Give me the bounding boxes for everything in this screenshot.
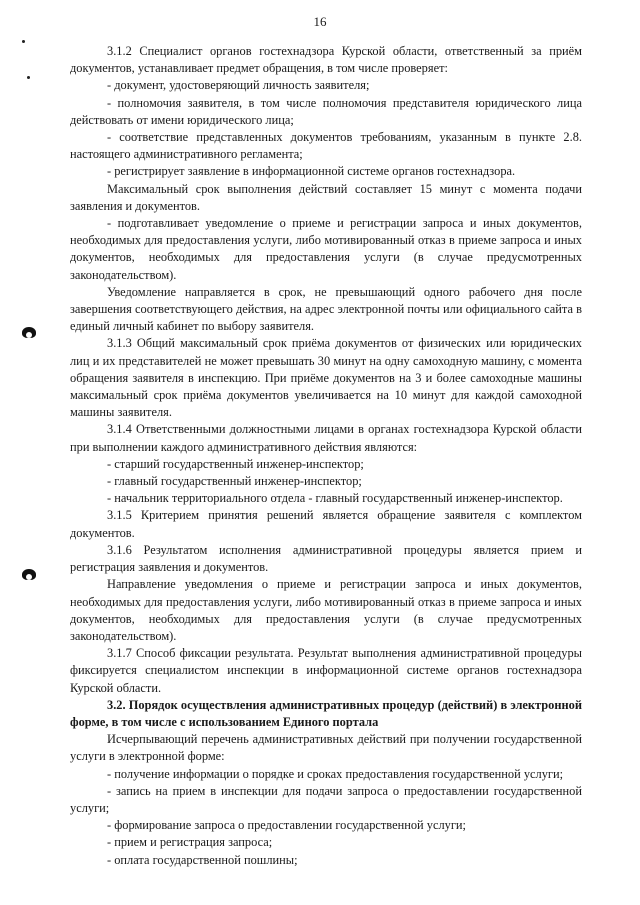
page-number: 16 <box>313 14 327 29</box>
paragraph: 3.1.3 Общий максимальный срок приёма документов от физических или юридических лиц и их представителей не может превышать 30 минут на одну самоходную машину, с момента обращения заявителя в инспекцию. При приёме документов на 3 и более самоходные машины максимальный срок приёма документов увеличивается на 10 минут для каждой самоходной машины заявителя. <box>70 336 582 420</box>
paragraph: - формирование запроса о предоставлении государственной услуги; <box>107 818 466 833</box>
paragraph: 3.1.7 Способ фиксации результата. Результат выполнения административной процедуры фиксируется специалистом инспекции в информационной системе органов гостехнадзора Курской области. <box>70 646 582 695</box>
paragraph: 3.1.6 Результатом исполнения административной процедуры является прием и регистрация заявления и документов. <box>70 542 582 575</box>
scan-artifact <box>22 327 36 338</box>
paragraph: Максимальный срок выполнения действий составляет 15 минут с момента подачи заявления и документов. <box>70 181 582 213</box>
paragraph: - соответствие представленных документов требованиям, указанным в пункте 2.8. настоящего административного регламента; <box>70 130 582 162</box>
paragraph: - главный государственный инженер-инспектор; <box>107 474 362 489</box>
paragraph: - оплата государственной пошлины; <box>107 852 298 867</box>
paragraph: - старший государственный инженер-инспектор; <box>107 456 364 471</box>
paragraph: - получение информации о порядке и сроках предоставления государственной услуги; <box>107 766 564 781</box>
paragraph: 3.1.4 Ответственными должностными лицами в органах гостехнадзора Курской области при выполнении каждого административного действия являются: <box>70 422 582 454</box>
paragraph: - начальник территориального отдела - главный государственный инженер-инспектор. <box>107 491 563 506</box>
paragraph: 3.1.2 Специалист органов гостехнадзора Курской области, ответственный за приём документов, устанавливает предмет обращения, в том числе проверяет: <box>70 44 582 76</box>
paragraph: - полномочия заявителя, в том числе полномочия представителя юридического лица действовать от имени юридического лица; <box>70 95 582 127</box>
paragraph: - прием и регистрация запроса; <box>107 835 273 850</box>
paragraph: Уведомление направляется в срок, не превышающий одного рабочего дня после завершения соответствующего действия, на адрес электронной почты или официального сайта в единый личный кабинет по выбору заявителя. <box>70 284 582 334</box>
paragraph: - подготавливает уведомление о приеме и регистрации запроса и иных документов, необходимых для предоставления услуги, либо мотивированный отказ в приеме запроса и иных документов, необходимых для предоставления услуги (в случае предусмотренных законодательством). <box>70 216 582 282</box>
paragraph: - документ, удостоверяющий личность заявителя; <box>107 78 370 93</box>
paragraph: Направление уведомления о приеме и регистрации запроса и иных документов, необходимых для предоставления услуги, либо мотивированный отказ в приеме запроса и иных документов, необходимых для предоставления услуги (в случае предусмотренных законодательством). <box>70 577 582 643</box>
scan-speck <box>22 40 25 43</box>
paragraph: - запись на прием в инспекции для подачи запроса о предоставлении государственной услуги; <box>70 783 582 815</box>
paragraph: - регистрирует заявление в информационной системе органов гостехнадзора. <box>107 164 516 179</box>
paragraph: 3.1.5 Критерием принятия решений является обращение заявителя с комплектом документов. <box>70 508 582 540</box>
paragraph: Исчерпывающий перечень административных действий при получении государственной услуги в электронной форме: <box>70 732 582 764</box>
section-heading: 3.2. Порядок осуществления административных процедур (действий) в электронной форме, в том числе с использованием Единого портала <box>70 697 582 729</box>
scan-speck <box>27 76 30 79</box>
scan-artifact <box>22 569 36 580</box>
document-body <box>70 43 582 869</box>
